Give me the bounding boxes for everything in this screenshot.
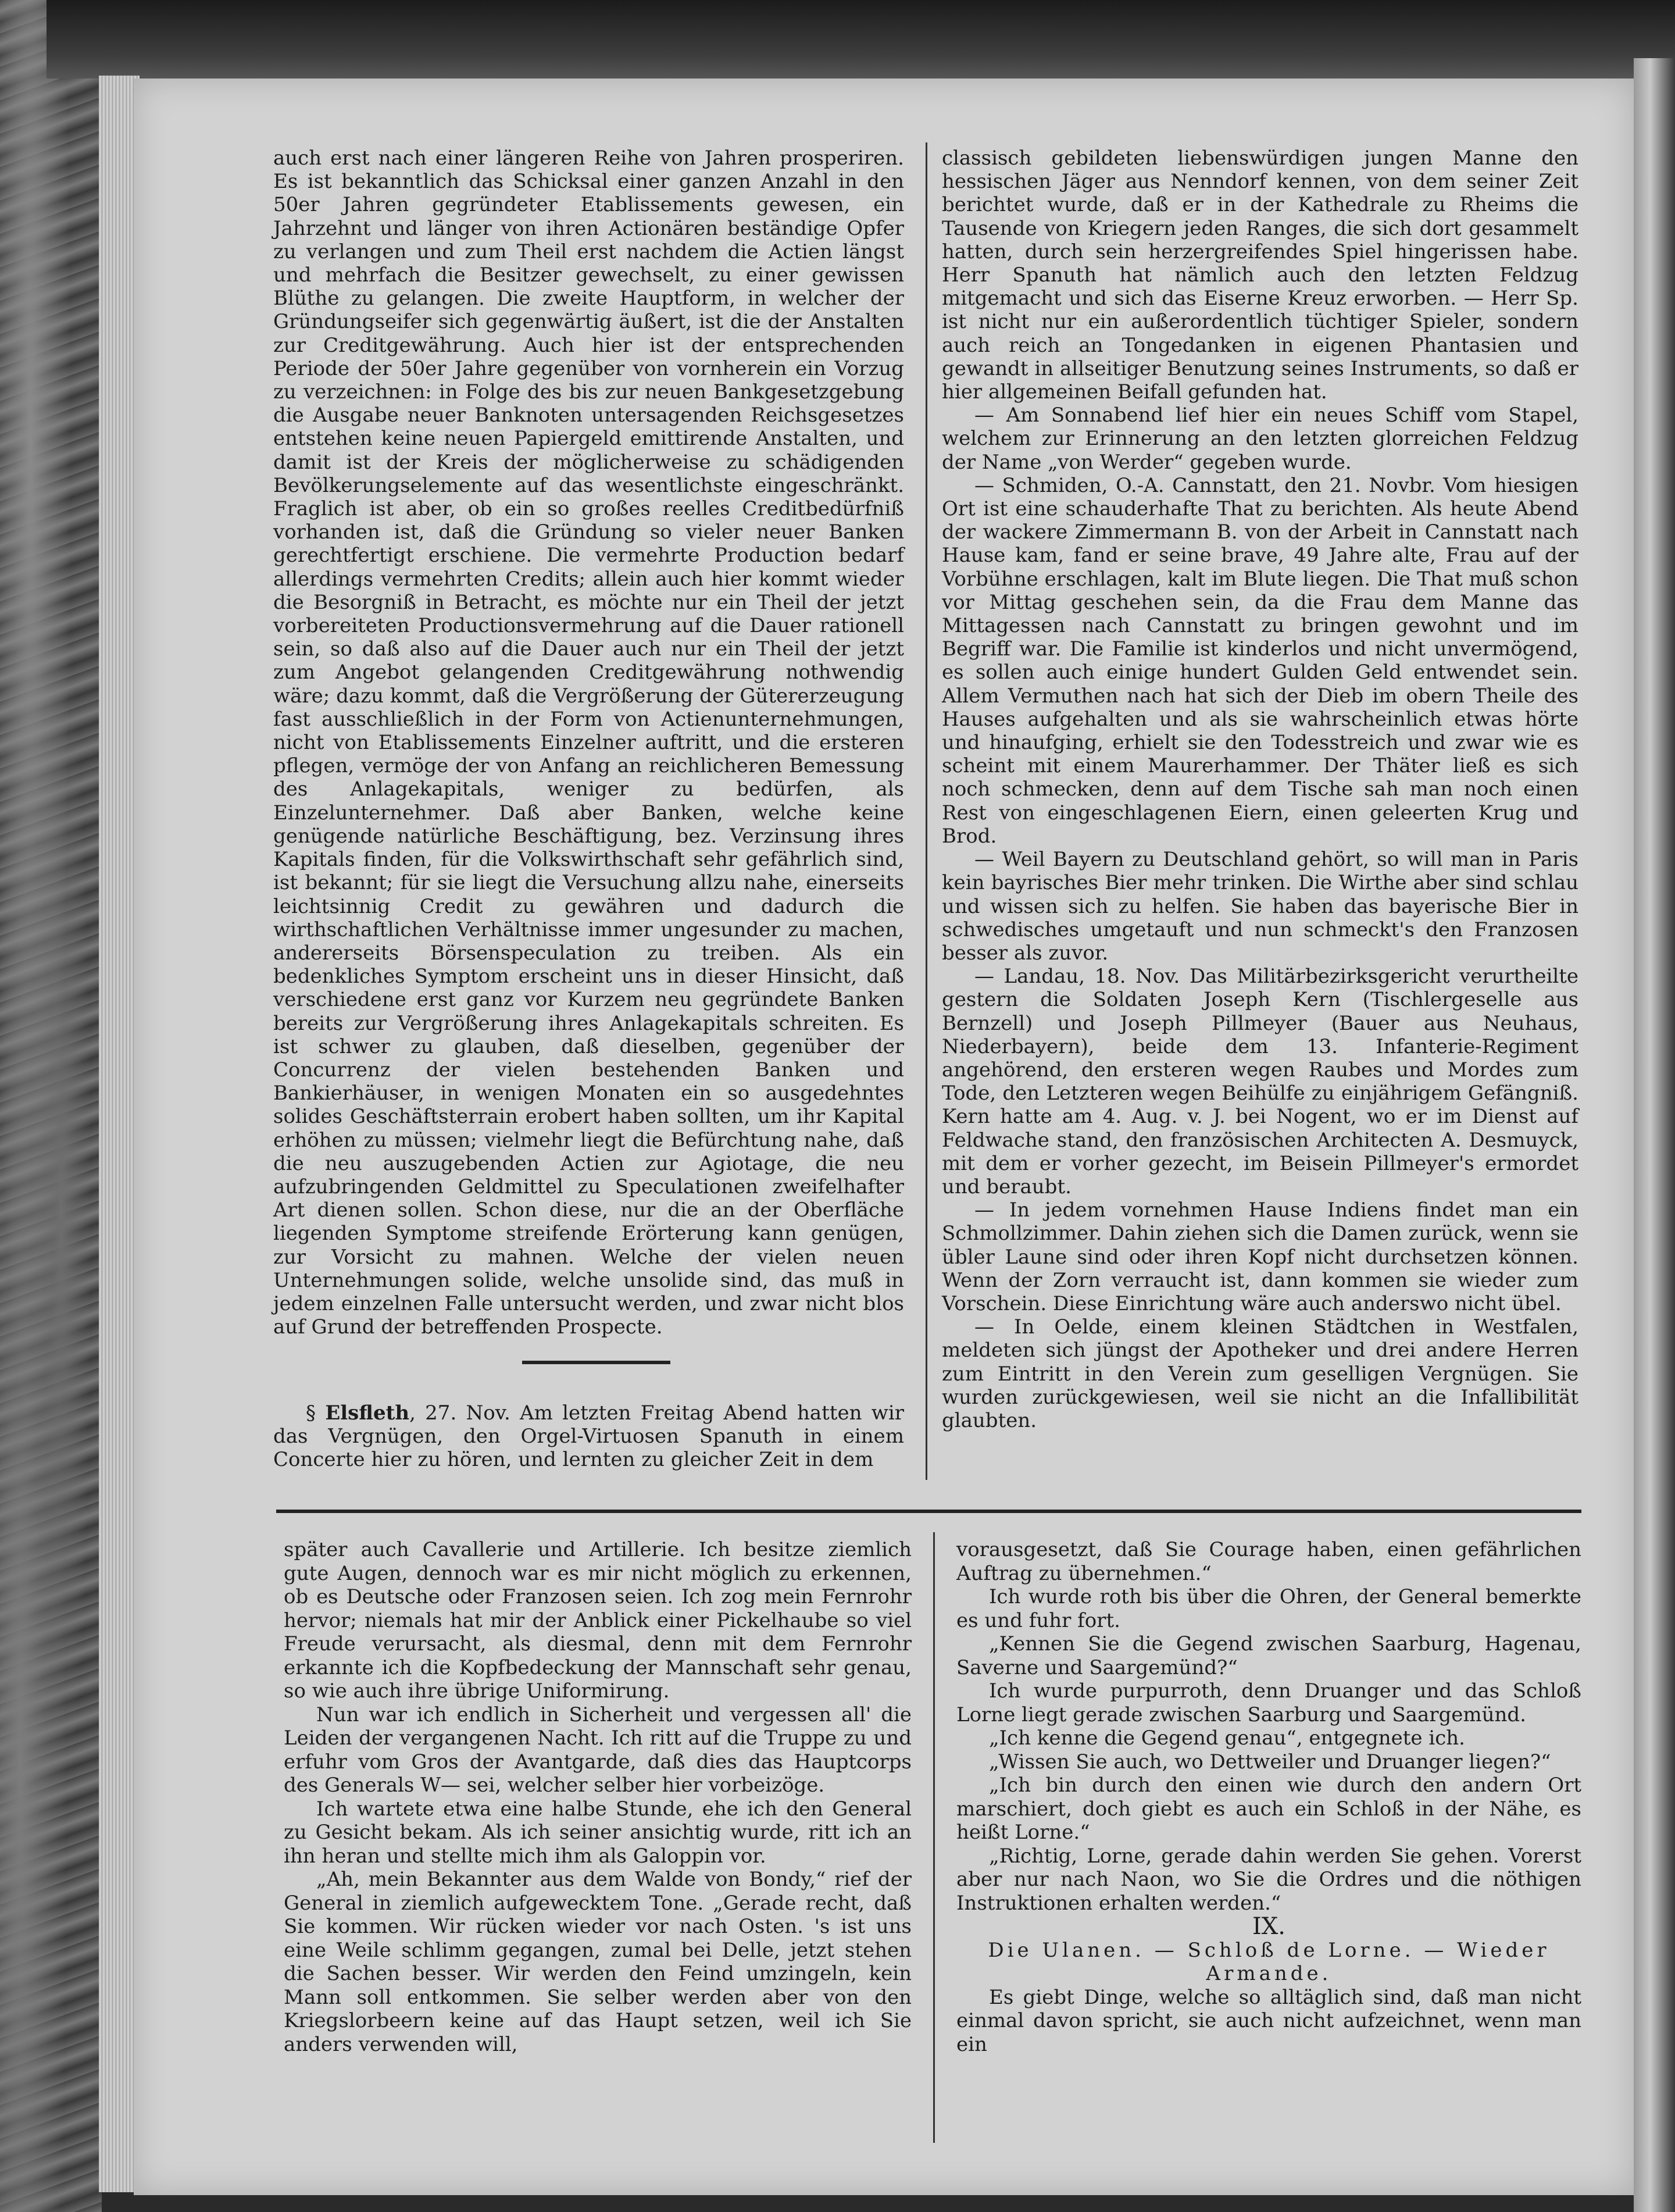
paragraph-landau: — Landau, 18. Nov. Das Militärbezirksgericht verurtheilte gestern die Soldaten Joseph Kern (Tischlergeselle aus Bernzell) und Joseph Pillmeyer (Bauer aus Neuhaus, Niederbayern), beide dem 13. Infanterie-Regiment angehörend, den ersteren wegen Raubes und Mordes zum Tode, den Letzteren wegen Beihülfe zu einjährigem Gefängniß. Kern hatte am 4. Aug. v. J. bei Nogent, wo er im Dienst auf Feldwache stand, den französischen Architecten A. Desmuyck, mit dem er vorher gezecht, im Beisein Pillmeyer's ermordet und beraubt. bbox=[942, 965, 1578, 1198]
elsfleth-text: , 27. Nov. Am letzten Freitag Abend hatten wir das Vergnügen, den Orgel-Virtuosen Spanuth in einem Concerte hier zu hören, und lernten zu gleicher Zeit in dem bbox=[273, 1401, 905, 1472]
paragraph-oelde: — In Oelde, einem kleinen Städtchen in Westfalen, meldeten sich jüngst der Apotheker und drei andere Herren zum Eintritt in den Verein zum geselligen Vergnügen. Sie wurden zurückgewiesen, weil sie nicht an die Infallibilität glaubten. bbox=[942, 1315, 1578, 1432]
feuilleton-paragraph: „Ah, mein Bekannter aus dem Walde von Bondy,“ rief der General in ziemlich aufgewecktem Tone. „Gerade recht, daß Sie kommen. Wir rücken wieder vor nach Osten. 's ist uns eine Weile schlimm gegangen, zumal bei Delle, jetzt stehen die Sachen besser. Wir werden den Feind umzingeln, kein Mann soll entkommen. Sie selber werden aber von den Kriegslorbeern keine auf das Haupt setzen, weil ich Sie anders verwenden will, bbox=[284, 1868, 912, 2056]
right-page-edge bbox=[1634, 58, 1675, 2212]
paragraph-schmiden: — Schmiden, O.-A. Cannstatt, den 21. Novbr. Vom hiesigen Ort ist eine schauderhafte That zu berichten. Als heute Abend der wackere Zimmermann B. von der Arbeit in Cannstatt nach Hause kam, fand er seine brave, 49 Jahre alte, Frau auf der Vorbühne erschlagen, kalt im Blute liegen. Die That muß schon vor Mittag geschehen sein, da die Frau dem Manne das Mittagessen nach Cannstatt zu bringen gewohnt und im Begriff war. Die Familie ist kinderlos und nicht unvermögend, es sollen auch einige hundert Gulden Geld entwendet sein. Allem Vermuthen nach hat sich der Dieb im obern Theile des Hauses aufgehalten und als sie wahrscheinlich etwas hörte und hinaufging, erhielt sie den Todesstreich und zwar wie es scheint mit einem Maurerhammer. Der Thäter ließ es sich noch schmecken, denn auf dem Tische sah man noch einen Rest von eingeschlagenen Eiern, einen geleerten Krug und Brod. bbox=[942, 473, 1578, 848]
feuilleton-divider bbox=[276, 1510, 1581, 1513]
paragraph-india: — In jedem vornehmen Hause Indiens findet man ein Schmollzimmer. Dahin ziehen sich die Damen zurück, wenn sie übler Laune sind oder ihren Kopf nicht durchsetzen können. Wenn der Zorn verraucht ist, dann kommen sie wieder zum Vorschein. Diese Einrichtung wäre auch anderswo nicht übel. bbox=[942, 1198, 1578, 1315]
feuilleton-paragraph: Ich wurde roth bis über die Ohren, der General bemerkte es und fuhr fort. bbox=[956, 1585, 1581, 1632]
paragraph-spanuth: classisch gebildeten liebenswürdigen jungen Manne den hessischen Jäger aus Nenndorf kennen, von dem seiner Zeit berichtet wurde, daß er in der Kathedrale zu Rheims die Tausende von Kriegern jeden Ranges, die sich dort gesammelt hatten, durch sein herzergreifendes Spiel hingerissen habe. Herr Spanuth hat nämlich auch den letzten Feldzug mitgemacht und sich das Eiserne Kreuz erworben. — Herr Sp. ist nicht nur ein außerordentlich tüchtiger Spieler, sondern auch reich an Tongedanken in eigenen Phantasien und gewandt in allseitiger Benutzung seines Instruments, so daß er hier allgemeinen Beifall gefunden hat. bbox=[942, 147, 1578, 404]
dateline-place: Elsfleth bbox=[325, 1401, 410, 1425]
feuilleton-paragraph: „Kennen Sie die Gegend zwischen Saarburg, Hagenau, Saverne und Saargemünd?“ bbox=[956, 1632, 1581, 1679]
feuilleton-paragraph: „Richtig, Lorne, gerade dahin werden Sie gehen. Vorerst aber nur nach Naon, wo Sie die Ordres und die nöthigen Instruktionen erhalten werden.“ bbox=[956, 1844, 1581, 1915]
feuilleton-paragraph: „Ich kenne die Gegend genau“, entgegnete ich. bbox=[989, 1726, 1465, 1750]
marbled-cover bbox=[0, 0, 102, 2212]
paragraph-ship: — Am Sonnabend lief hier ein neues Schiff vom Stapel, welchem zur Erinnerung an den letzten glorreichen Feldzug der Name „von Werder“ gegeben wurde. bbox=[942, 404, 1578, 474]
feuilleton-paragraph: Ich wurde purpurroth, denn Druanger und das Schloß Lorne liegt gerade zwischen Saarburg und Saargemünd. bbox=[956, 1679, 1581, 1726]
feuilleton-paragraph: Nun war ich endlich in Sicherheit und vergessen all' die Leiden der vergangenen Nacht. Ich ritt auf die Truppe zu und erfuhr vom Gros der Avantgarde, daß dies das Hauptcorps des Generals W— sei, welcher selber hier vorbeizöge. bbox=[284, 1703, 912, 1797]
section-mark: § bbox=[306, 1401, 316, 1425]
cover-top-edge bbox=[47, 0, 1675, 79]
section-divider bbox=[522, 1361, 670, 1364]
feuilleton-paragraph: vorausgesetzt, daß Sie Courage haben, einen gefährlichen Auftrag zu übernehmen.“ bbox=[956, 1538, 1581, 1585]
feuilleton-paragraph: später auch Cavallerie und Artillerie. Ich besitze ziemlich gute Augen, dennoch war es mir nicht möglich zu erkennen, ob es Deutsche oder Franzosen seien. Ich zog mein Fernrohr hervor; niemals hat mir der Anblick einer Pickelhaube so viel Freude verursacht, als diesmal, denn mit dem Fernrohr erkannte ich die Kopfbedeckung der Mannschaft sehr genau, so wie auch ihre übrige Uniformirung. bbox=[284, 1538, 912, 1703]
column-left-top bbox=[273, 147, 904, 1339]
feuilleton-paragraph: „Ich bin durch den einen wie durch den andern Ort marschiert, doch giebt es auch ein Schloß in der Nähe, es heißt Lorne.“ bbox=[956, 1774, 1581, 1844]
chapter-title: Die Ulanen. — Schloß de Lorne. — Wieder Armande. bbox=[988, 1938, 1550, 1985]
feuilleton-paragraph: „Wissen Sie auch, wo Dettweiler und Druanger liegen?“ bbox=[989, 1750, 1551, 1774]
column-right-top bbox=[942, 147, 1578, 1432]
column-rule-top bbox=[926, 142, 927, 1480]
paragraph-banking: auch erst nach einer längeren Reihe von Jahren prosperiren. Es ist bekanntlich das Schicksal einer ganzen Anzahl in den 50er Jahren gegründeter Etablissements gewesen, ein Jahrzehnt und länger von ihren Actionären beständige Opfer zu verlangen und zum Theil erst nachdem die Actien längst und mehrfach die Besitzer gewechselt, zu einer gewissen Blüthe zu gelangen. Die zweite Hauptform, in welcher der Gründungseifer sich gegenwärtig äußert, ist die der Anstalten zur Creditgewährung. Auch hier ist der entsprechenden Periode der 50er Jahre gegenüber von vornherein ein Vorzug zu verzeichnen: in Folge des bis zur neuen Bankgesetzgebung die Ausgabe neuer Banknoten untersagenden Reichsgesetzes entstehen keine neuen Papiergeld emittirende Anstalten, und damit ist der Kreis der möglicherweise zu schädigenden Bevölkerungselemente auf das wesentlichste eingeschränkt. Fraglich ist aber, ob ein so großes reelles Creditbedürfniß vorhanden ist, daß die Gründung so vieler neuer Banken gerechtfertigt erschiene. Die vermehrte Production bedarf allerdings vermehrten Credits; allein auch hier kommt wieder die Besorgniß in Betracht, es möchte nur ein Theil der jetzt vorbereiteten Productionsvermehrung auf die Dauer rationell sein, so daß also auf die Dauer auch nur ein Theil der jetzt zum Angebot gelangenden Creditgewährung nothwendig wäre; dazu kommt, daß die Vergrößerung der Gütererzeugung fast ausschließlich in der Form von Actienunternehmungen, nicht von Etablissements Einzelner auftritt, und die ersteren pflegen, vermöge der von Anfang an reichlicheren Bemessung des Anlagekapitals, weniger zu bedürfen, als Einzelunternehmer. Daß aber Banken, welche keine genügende natürliche Beschäftigung, bez. Verzinsung ihres Kapitals finden, für die Volkswirthschaft sehr gefährlich sind, ist bekannt; für sie liegt die Versuchung allzu nahe, einerseits leichtsinnig Credit zu gewähren und dadurch die wirthschaftlichen Verhältnisse immer ungesunder zu machen, andererseits Börsenspeculation zu treiben. Als ein bedenkliches Symptom erscheint uns in dieser Hinsicht, daß verschiedene erst ganz vor Kurzem neu gegründete Banken bereits zur Vergrößerung ihres Anlagekapitals schreiten. Es ist schwer zu glauben, daß dieselben, gegenüber der Concurrenz der vielen bestehenden Banken und Bankierhäuser, in wenigen Monaten ein so ausgedehntes solides Geschäftsterrain erobert haben sollten, um ihr Kapital erhöhen zu müssen; vielmehr liegt die Befürchtung nahe, daß die neu auszugebenden Actien zur Agiotage, die neu aufzubringenden Geldmittel zu Speculationen zweifelhafter Art dienen sollen. Schon diese, nur die an der Oberfläche liegenden Symptome streifende Erörterung kann genügen, zur Vorsicht zu mahnen. Welche der vielen neuen Unternehmungen solide, welche unsolide sind, das muß in jedem einzelnen Falle untersucht werden, und zwar nicht blos auf Grund der betreffenden Prospecte. bbox=[273, 147, 904, 1339]
chapter-first-paragraph: Es giebt Dinge, welche so alltäglich sind, daß man nicht einmal davon spricht, sie auch nicht aufzeichnet, wenn man ein bbox=[956, 1985, 1581, 2056]
column-left-bottom bbox=[284, 1538, 912, 2056]
paragraph-bavarian-beer: — Weil Bayern zu Deutschland gehört, so will man in Paris kein bayrisches Bier mehr trinken. Die Wirthe aber sind schlau und wissen sich zu helfen. Sie haben das bayerische Bier in schwedisches umgetauft und nun schmeckt's den Franzosen besser als zuvor. bbox=[942, 848, 1578, 965]
elsfleth-item bbox=[273, 1401, 904, 1472]
feuilleton-paragraph: Ich wartete etwa eine halbe Stunde, ehe ich den General zu Gesicht bekam. Als ich seiner ansichtig wurde, ritt ich an ihn heran und stellte mich ihm als Galoppin vor. bbox=[284, 1797, 912, 1868]
column-rule-bottom bbox=[933, 1532, 935, 2143]
column-right-bottom bbox=[956, 1538, 1581, 2056]
chapter-number: IX. bbox=[1252, 1913, 1285, 1940]
